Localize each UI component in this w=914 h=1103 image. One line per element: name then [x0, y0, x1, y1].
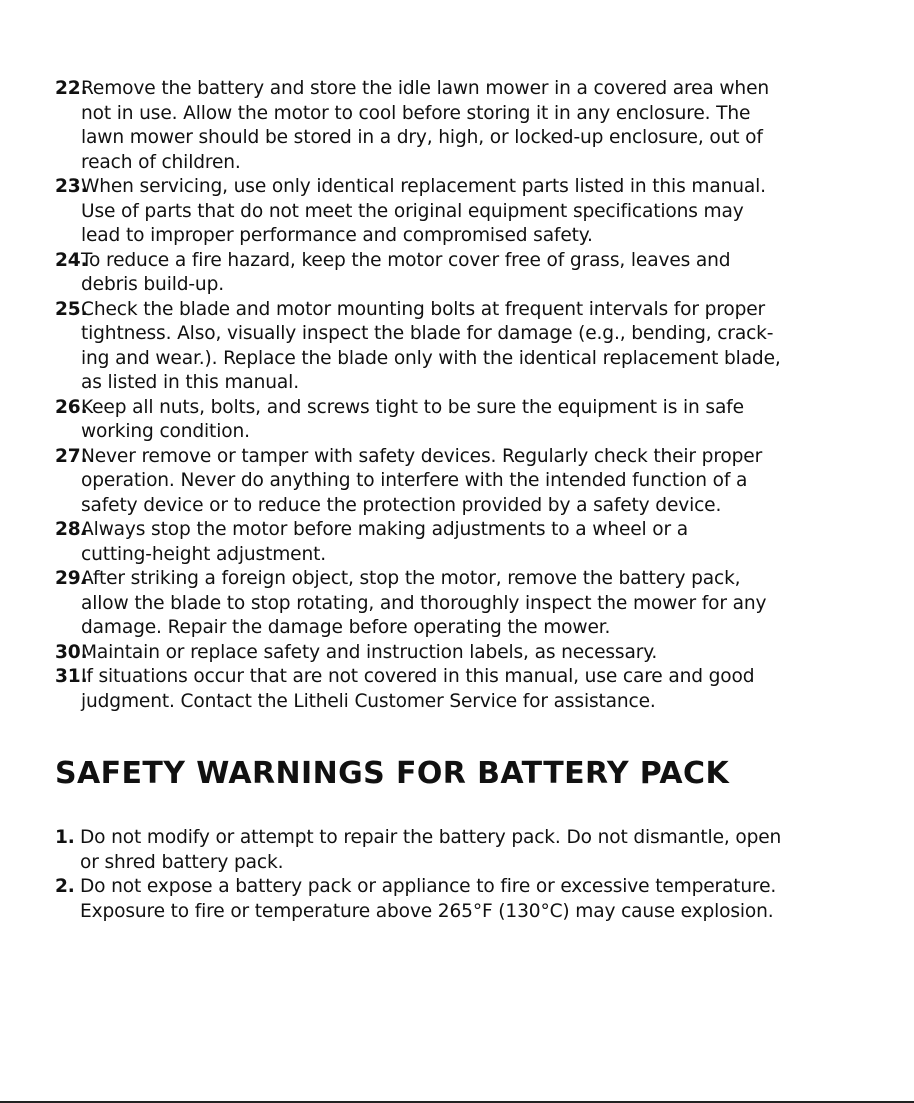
item-line: not in use. Allow the motor to cool before storing it in any enclosure. The	[81, 102, 751, 124]
item-line: or shred battery pack.	[80, 851, 284, 873]
battery-section-heading: SAFETY WARNINGS FOR BATTERY PACK	[55, 756, 730, 791]
item-line: Keep all nuts, bolts, and screws tight to be sure the equipment is in safe	[81, 396, 744, 418]
item-line: Check the blade and motor mounting bolts at frequent intervals for proper	[81, 298, 766, 320]
safety-item-31	[55, 665, 875, 714]
item-line: If situations occur that are not covered in this manual, use care and good	[81, 666, 755, 687]
item-line: To reduce a fire hazard, keep the motor cover free of grass, leaves and	[81, 249, 731, 271]
item-line: Do not modify or attempt to repair the battery pack. Do not dismantle, open	[80, 827, 782, 848]
item-line: safety device or to reduce the protection provided by a safety device.	[81, 494, 722, 516]
item-line: Maintain or replace safety and instruction labels, as necessary.	[81, 641, 658, 663]
item-number: 28.	[55, 519, 88, 540]
item-line: operation. Never do anything to interfere with the intended function of a	[81, 470, 748, 491]
item-number: 31.	[55, 666, 88, 687]
item-line: lawn mower should be stored in a dry, high, or locked-up enclosure, out of	[81, 127, 763, 148]
item-line: After striking a foreign object, stop the motor, remove the battery pack,	[81, 568, 741, 589]
item-line: lead to improper performance and compromised safety.	[81, 225, 593, 246]
item-line: Exposure to fire or temperature above 265°F (130°C) may cause explosion.	[80, 900, 774, 922]
item-line: ing and wear.). Replace the blade only with the identical replacement blade,	[81, 347, 781, 369]
battery-item-1	[55, 826, 875, 875]
safety-item-29	[55, 567, 875, 641]
item-line: judgment. Contact the Litheli Customer Service for assistance.	[81, 690, 656, 712]
item-number: 25.	[55, 298, 88, 320]
item-line: tightness. Also, visually inspect the blade for damage (e.g., bending, crack-	[81, 323, 774, 344]
safety-item-27	[55, 445, 875, 519]
item-number: 29.	[55, 568, 88, 589]
item-number: 22.	[55, 78, 88, 99]
safety-item-28	[55, 518, 875, 567]
item-number: 27.	[55, 445, 88, 467]
item-line: damage. Repair the damage before operating the mower.	[81, 617, 611, 638]
item-line: reach of children.	[81, 151, 241, 173]
item-line: Never remove or tamper with safety devices. Regularly check their proper	[81, 445, 763, 467]
item-line: Always stop the motor before making adjustments to a wheel or a	[81, 519, 689, 540]
safety-item-26	[55, 396, 875, 445]
item-number: 26.	[55, 396, 88, 418]
item-number: 24.	[55, 249, 88, 271]
item-line: Remove the battery and store the idle lawn mower in a covered area when	[81, 78, 769, 99]
battery-item-2	[55, 875, 875, 924]
safety-item-30	[55, 641, 875, 666]
item-line: debris build-up.	[81, 274, 224, 295]
safety-item-25	[55, 298, 875, 396]
item-number: 1.	[55, 827, 75, 848]
item-line: allow the blade to stop rotating, and thoroughly inspect the mower for any	[81, 592, 767, 614]
item-line: as listed in this manual.	[81, 372, 299, 393]
safety-item-22	[55, 77, 875, 175]
item-number: 2.	[55, 876, 75, 897]
item-number: 23.	[55, 176, 88, 197]
safety-item-23	[55, 175, 875, 249]
battery-warnings-list	[55, 826, 875, 924]
general-safety-list	[55, 77, 875, 714]
safety-item-24	[55, 249, 875, 298]
item-line: cutting-height adjustment.	[81, 543, 326, 565]
manual-page-content	[55, 77, 875, 924]
item-line: Use of parts that do not meet the original equipment specifications may	[81, 200, 744, 222]
item-line: working condition.	[81, 421, 250, 442]
item-line: When servicing, use only identical replacement parts listed in this manual.	[81, 176, 766, 197]
item-number: 30.	[55, 641, 88, 663]
item-line: Do not expose a battery pack or appliance to fire or excessive temperature.	[80, 876, 777, 897]
